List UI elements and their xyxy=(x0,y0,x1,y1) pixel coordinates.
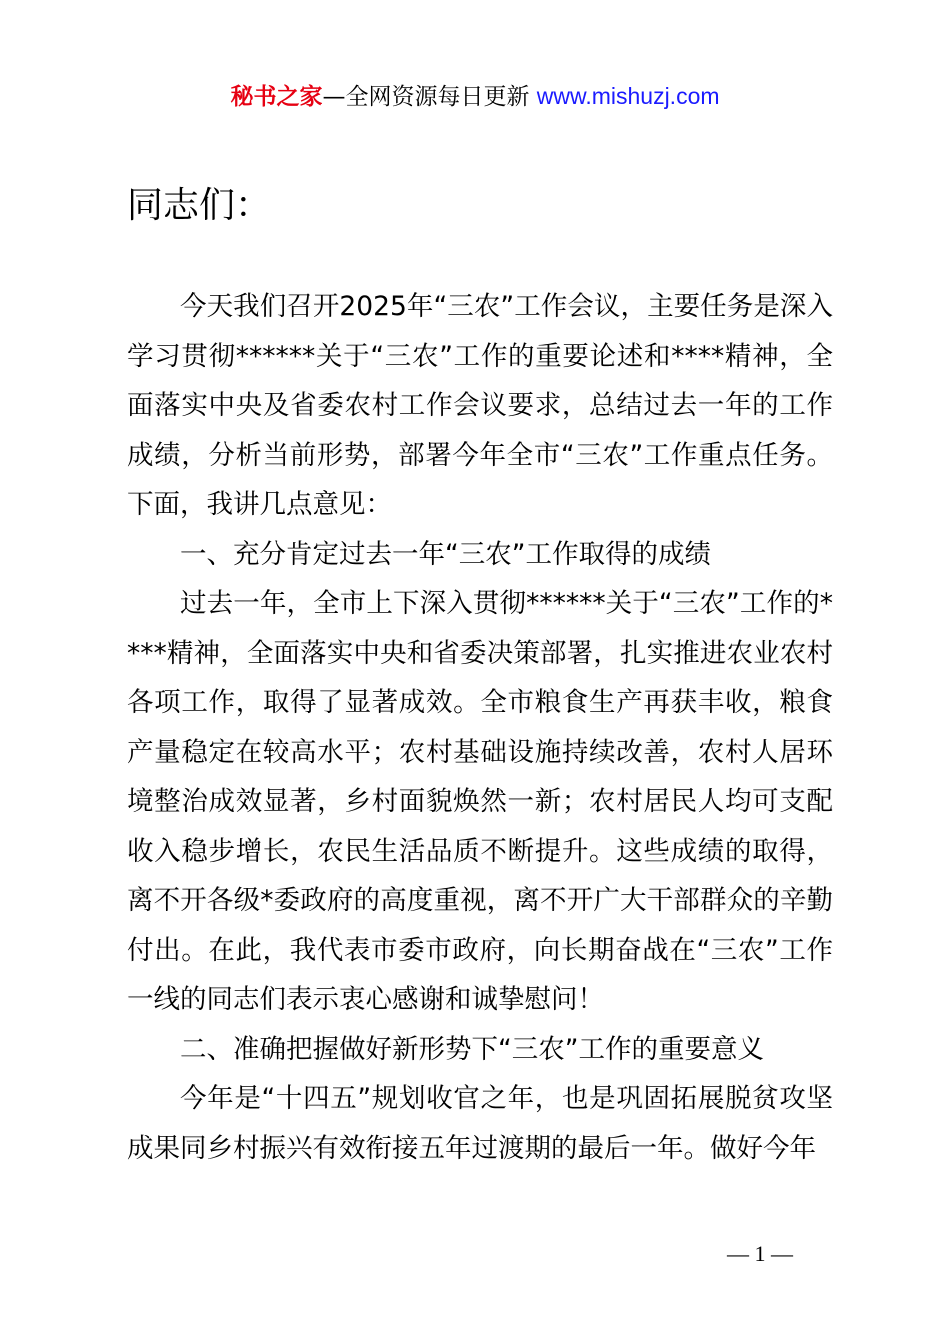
section-heading-2: 二、准确把握做好新形势下“三农”工作的重要意义 xyxy=(180,1033,764,1065)
speech-body xyxy=(127,282,833,1173)
intro-paragraph: 今天我们召开2025年“三农”工作会议，主要任务是深入学习贯彻******关于“三农”工作的重要论述和****精神，全面落实中央及省委农村工作会议要求，总结过去一年的工作成绩，分析当前形势，部署今年全市“三农”工作重点任务。下面，我讲几点意见： xyxy=(127,291,833,520)
site-url-link[interactable]: www.mishuzj.com xyxy=(536,83,720,109)
page-number: — 1 — xyxy=(727,1241,793,1266)
site-tagline: —全网资源每日更新 xyxy=(322,84,530,110)
site-brand-name: 秘书之家 xyxy=(230,84,323,110)
section-heading-1: 一、充分肯定过去一年“三农”工作取得的成绩 xyxy=(180,538,711,570)
section-2-paragraph: 今年是“十四五”规划收官之年，也是巩固拓展脱贫攻坚成果同乡村振兴有效衔接五年过渡期的最后一年。做好今年 xyxy=(127,1083,833,1164)
site-header-banner xyxy=(0,80,950,113)
speech-salutation: 同志们： xyxy=(127,185,272,226)
section-1-paragraph: 过去一年，全市上下深入贯彻******关于“三农”工作的****精神，全面落实中央和省委决策部署，扎实推进农业农村各项工作，取得了显著成效。全市粮食生产再获丰收，粮食产量稳定在较高水平；农村基础设施持续改善，农村人居环境整治成效显著，乡村面貌焕然一新；农村居民人均可支配收入稳步增长，农民生活品质不断提升。这些成绩的取得，离不开各级*委政府的高度重视，离不开广大干部群众的辛勤付出。在此，我代表市委市政府，向长期奋战在“三农”工作一线的同志们表示衷心感谢和诚挚慰问！ xyxy=(127,588,833,1015)
